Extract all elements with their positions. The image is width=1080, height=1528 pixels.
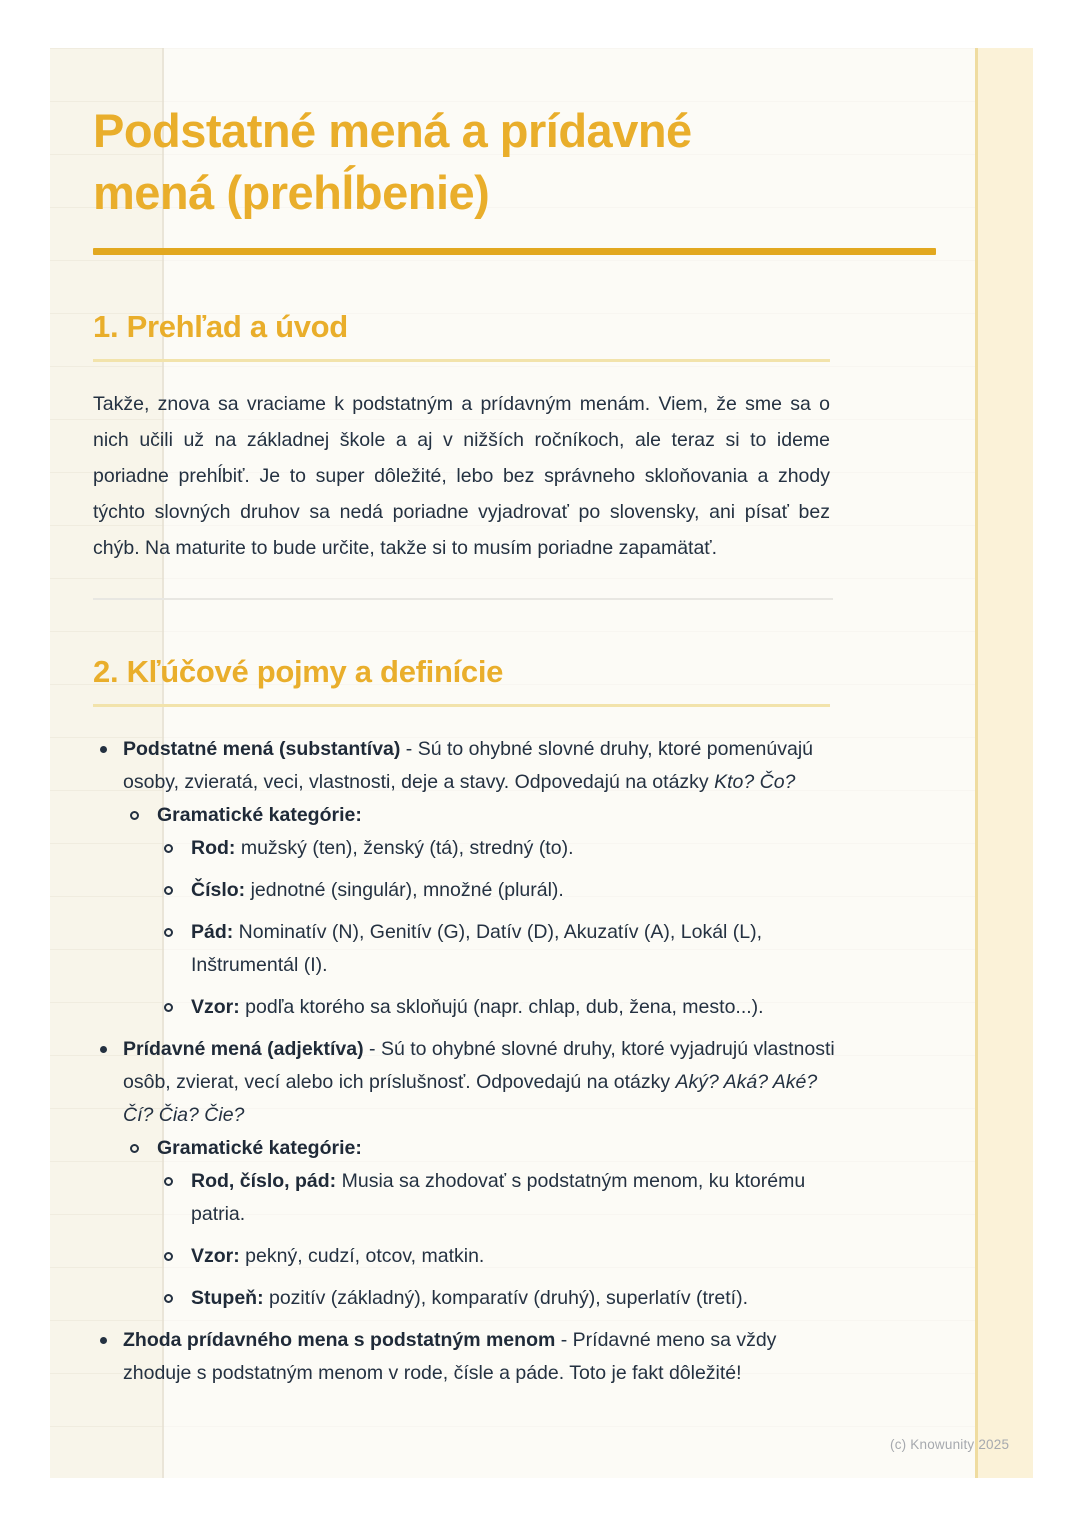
text-run-normal: - Sú to ohybné slovné druhy, ktoré pomenúvajú osoby, zvieratá, veci, vlastnosti, deje a stavy. Odpovedajú na otázky bbox=[123, 738, 814, 793]
bullet-circle-icon bbox=[164, 1252, 173, 1261]
bullet-circle-icon bbox=[164, 1003, 173, 1012]
definitions-list bbox=[93, 733, 840, 1390]
bullet-circle-icon bbox=[164, 844, 173, 853]
list-level-3 bbox=[157, 832, 840, 1024]
section-key-terms bbox=[93, 652, 936, 1390]
page-title-line1: Podstatné mená a prídavné bbox=[93, 104, 692, 157]
list-item bbox=[157, 874, 840, 907]
list-item bbox=[93, 1324, 840, 1390]
list-item-text bbox=[191, 837, 574, 859]
text-run-normal: jednotné (singulár), množné (plurál). bbox=[245, 879, 564, 901]
section-overview bbox=[93, 307, 936, 566]
list-item bbox=[123, 1132, 840, 1315]
bullet-disc-icon bbox=[100, 1046, 107, 1053]
section-2-heading-underline bbox=[93, 704, 830, 707]
text-run-normal: pozitív (základný), komparatív (druhý), superlatív (tretí). bbox=[263, 1287, 748, 1309]
list-item-text bbox=[191, 879, 564, 901]
text-run-bold: Podstatné mená (substantíva) bbox=[123, 738, 401, 760]
list-item bbox=[157, 1165, 840, 1231]
right-margin-band bbox=[975, 48, 1033, 1478]
text-run-bold: Gramatické kategórie: bbox=[157, 1137, 362, 1159]
text-run-bold: Číslo: bbox=[191, 879, 246, 901]
text-run-bold: Zhoda prídavného mena s podstatným menom bbox=[123, 1329, 556, 1351]
list-level-3 bbox=[157, 1165, 840, 1315]
text-run-italic: Aký? Aká? Aké? Čí? Čia? Čie? bbox=[123, 1071, 818, 1126]
section-1-heading: 1. Prehľad a úvod bbox=[93, 309, 348, 344]
section-1-heading-underline bbox=[93, 359, 830, 362]
page-title bbox=[93, 100, 936, 224]
list-item-text bbox=[157, 804, 362, 826]
list-item-text bbox=[191, 1287, 748, 1309]
list-item bbox=[157, 991, 840, 1024]
copyright-label: (c) Knowunity 2025 bbox=[890, 1437, 1010, 1452]
text-run-bold: Pád: bbox=[191, 921, 234, 943]
list-item bbox=[157, 916, 840, 982]
bullet-circle-icon bbox=[164, 1294, 173, 1303]
text-run-bold: Prídavné mená (adjektíva) bbox=[123, 1038, 364, 1060]
list-level-2 bbox=[123, 1132, 840, 1315]
bullet-disc-icon bbox=[100, 746, 107, 753]
section-1-paragraph: Takže, znova sa vraciame k podstatným a prídavným menám. Viem, že sme sa o nich učili už na základnej škole a aj v nižších ročníkoch, ale teraz si to ideme poriadne prehĺbiť. Je to super dôležité, lebo bez správneho skloňovania a zhody týchto slovných druhov sa nedá poriadne vyjadrovať po slovensky, ani písať bez chýb. Na maturite to bude určite, takže si to musím poriadne zapamätať. bbox=[93, 393, 830, 559]
page-title-line2: mená (prehĺbenie) bbox=[93, 166, 490, 219]
text-run-normal: pekný, cudzí, otcov, matkin. bbox=[239, 1245, 485, 1267]
list-item-text bbox=[123, 1329, 776, 1384]
list-item bbox=[93, 1033, 840, 1315]
text-run-bold: Vzor: bbox=[191, 996, 240, 1018]
list-level-2 bbox=[123, 799, 840, 1024]
list-item-text bbox=[191, 921, 762, 976]
text-run-normal: Nominatív (N), Genitív (G), Datív (D), Akuzatív (A), Lokál (L), Inštrumentál (I). bbox=[191, 921, 763, 976]
bullet-circle-icon bbox=[164, 928, 173, 937]
text-run-normal: mužský (ten), ženský (tá), stredný (to). bbox=[235, 837, 574, 859]
text-run-normal: Musia sa zhodovať s podstatným menom, ku ktorému patria. bbox=[191, 1170, 806, 1225]
list-item bbox=[157, 1240, 840, 1273]
section-2-heading: 2. Kľúčové pojmy a definície bbox=[93, 654, 504, 689]
list-level-1 bbox=[93, 733, 840, 1390]
title-underline-bar bbox=[93, 248, 936, 255]
text-run-normal: - Prídavné meno sa vždy zhoduje s podstatným menom v rode, čísle a páde. Toto je fakt dôležité! bbox=[123, 1329, 777, 1384]
bullet-circle-icon bbox=[130, 811, 139, 820]
text-run-bold: Rod, číslo, pád: bbox=[191, 1170, 337, 1192]
list-item bbox=[157, 1282, 840, 1315]
text-run-bold: Rod: bbox=[191, 837, 236, 859]
list-item-text bbox=[157, 1137, 362, 1159]
list-item-text bbox=[191, 996, 764, 1018]
list-item-text bbox=[123, 1038, 835, 1126]
text-run-bold: Vzor: bbox=[191, 1245, 240, 1267]
text-run-normal: podľa ktorého sa skloňujú (napr. chlap, dub, žena, mesto...). bbox=[239, 996, 764, 1018]
bullet-circle-icon bbox=[164, 886, 173, 895]
text-run-normal: - Sú to ohybné slovné druhy, ktoré vyjadrujú vlastnosti osôb, zvierat, vecí alebo ich príslušnosť. Odpovedajú na otázky bbox=[123, 1038, 835, 1093]
list-item bbox=[93, 733, 840, 1024]
text-run-bold: Stupeň: bbox=[191, 1287, 264, 1309]
list-item bbox=[123, 799, 840, 1024]
list-item-text bbox=[191, 1170, 805, 1225]
bullet-circle-icon bbox=[130, 1144, 139, 1153]
notebook-paper bbox=[50, 48, 1033, 1478]
list-item-text bbox=[123, 738, 813, 793]
bullet-circle-icon bbox=[164, 1177, 173, 1186]
section-divider bbox=[93, 598, 833, 600]
bullet-disc-icon bbox=[100, 1337, 107, 1344]
text-run-bold: Gramatické kategórie: bbox=[157, 804, 362, 826]
list-item bbox=[157, 832, 840, 865]
note-content bbox=[93, 48, 936, 1399]
text-run-italic: Kto? Čo? bbox=[714, 771, 796, 793]
list-item-text bbox=[191, 1245, 484, 1267]
